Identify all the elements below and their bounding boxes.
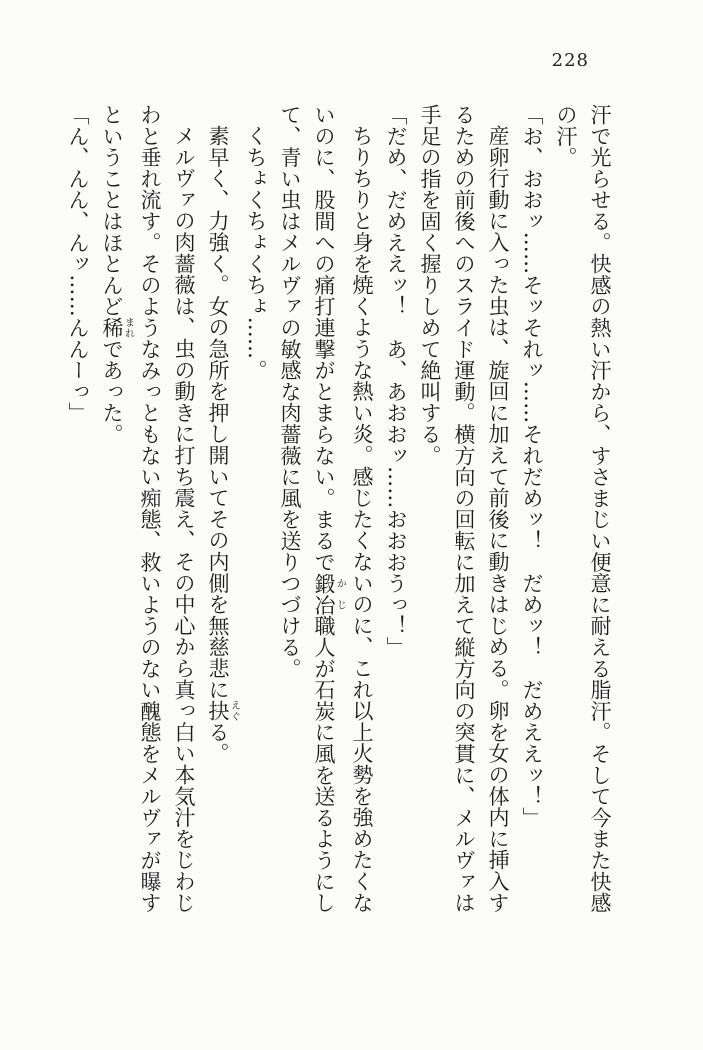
text-line: わと垂れ流す。そのようなみっともない痴態、救いようのない醜態をメルヴァが曝す	[138, 104, 162, 914]
text-line: ということはほとんど稀まれであった。	[100, 104, 134, 445]
text-line: 「ん、んん、んッ……んんーっ」	[66, 104, 90, 424]
text-line: 「だめ、だめええッ！ あ、あおおッ……おおおうっ！」	[384, 104, 408, 658]
furigana-ruby: 鍛冶かじ	[312, 572, 346, 616]
text-line: 汗で光らせる。快感の熱い汗から、すさまじい便意に耐える脂汗。そして今また快感	[588, 104, 612, 914]
text-line: くちょくちょくちょ……。	[244, 125, 268, 381]
text-line: いのに、股間への痛打連撃がとまらない。まるで鍛冶かじ職人が石炭に風を送るようにし	[312, 104, 346, 914]
text-line: 「お、おおッ……そッそれッ……それだめッ！ だめッ！ だめええッ！」	[520, 104, 544, 829]
text-line: ちりちりと身を焼くような熱い炎。感じたくないのに、これ以上火勢を強めたくな	[350, 125, 374, 914]
page-number: 228	[551, 50, 589, 71]
text-line: て、青い虫はメルヴァの敏感な肉薔薇に風を送りつづける。	[278, 104, 302, 680]
text-line: の汗。	[554, 104, 578, 168]
furigana-ruby: 抉えぐ	[206, 700, 240, 722]
text-line: 産卵行動に入った虫は、旋回に加えて前後に動きはじめる。卵を女の体内に挿入す	[486, 125, 510, 914]
text-line: 素早く、力強く。女の急所を押し開いてその内側を無慈悲に抉えぐる。	[206, 125, 240, 765]
text-line: 手足の指を固く握りしめて絶叫する。	[418, 104, 442, 467]
text-line: るための前後へのスライド運動。横方向の回転に加えて縦方向の突貫に、メルヴァは	[452, 104, 476, 914]
furigana-ruby: 稀まれ	[100, 317, 134, 339]
vertical-text-block	[61, 104, 617, 948]
text-line: メルヴァの肉薔薇は、虫の動きに打ち震え、その中心から真っ白い本気汁をじわじ	[172, 125, 196, 914]
